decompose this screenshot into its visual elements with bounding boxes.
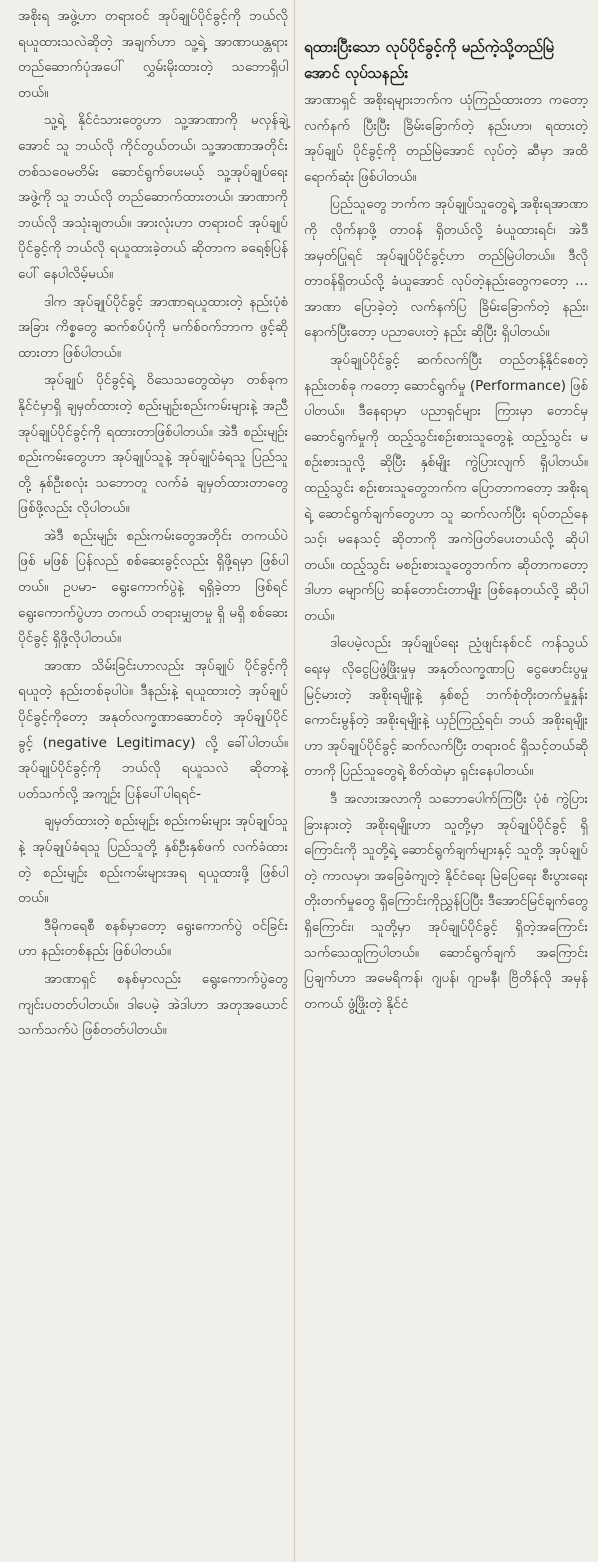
paragraph: အုပ်ချုပ် ပိုင်ခွင့်ရဲ့ ဝိသေသတွေထဲမှာ တစ်ခုက နိုင်ငံမှာရှိ ချမှတ်ထားတဲ့ စည်းမျဉ်းစည်းကမ်းများနဲ့ အညီ အုပ်ချုပ်ပိုင်ခွင့်ကို ရထားတာဖြစ်ပါတယ်။ အဲဒီ စည်းမျဉ်း စည်းကမ်းတွေဟာ အုပ်ချုပ်သူနဲ့ အုပ်ချုပ်ခံရသူ ပြည်သူတို့ နှစ်ဦးစလုံး သဘောတူ လက်ခံ ချမှတ်ထားတာတွေ ဖြစ်ဖို့လည်း လိုပါတယ်။ [18,372,288,517]
paragraph: သူ့ရဲ့ နိုင်ငံသားတွေဟာ သူ့အာဏာကို မလှန်ချဲ့အောင် သူ ဘယ်လို ကိုင်တွယ်တယ်၊ သူ့အာဏာအတိုင်း တစ်သဝေမတိမ်း ဆောင်ရွက်ပေးမယ့် သူ့အုပ်ချုပ်ရေးအဖွဲ့ကို သူ ဘယ်လို တည်ဆောက်ထားတယ်၊ အာဏာကို ဘယ်လို အသုံးချတယ်။ အားလုံးဟာ တရားဝင် အုပ်ချုပ်ပိုင်ခွင့်ကို ဘယ်လို ရယူထားခဲ့တယ် ဆိုတာက ခရေစ့်ပြန်ပေါ် နေပါလိမ့်မယ်။ [18,112,288,282]
paragraph: အဲဒီ စည်းမျဉ်း စည်းကမ်းတွေအတိုင်း တကယ်ပဲ ဖြစ် မဖြစ် ပြန်လည် စစ်ဆေးခွင့်လည်း ရှိဖို့ရမှာ ဖြစ်ပါတယ်။ ဥပမာ- ရွေးကောက်ပွဲနဲ့ ရရှိခဲ့တာ ဖြစ်ရင် ရွေးကောက်ပွဲဟာ တကယ် တရားမျှတမှု ရှိ မရှိ စစ်ဆေးပိုင်ခွင့် ရှိဖို့လိုပါတယ်။ [18,527,288,647]
paragraph: ချမှတ်ထားတဲ့ စည်းမျဉ်း စည်းကမ်းများ အုပ်ချုပ်သူနဲ့ အုပ်ချုပ်ခံရသူ ပြည်သူတို့ နှစ်ဦးနှစ်ဖက် လက်ခံထားတဲ့ စည်းမျဉ်း စည်းကမ်းများအရ ရယူထားဖို့ ဖြစ်ပါတယ်။ [18,813,288,907]
paragraph: ဒါက အုပ်ချုပ်ပိုင်ခွင့် အာဏာရယူထားတဲ့ နည်းပုံစံအခြား ကိစ္စတွေ ဆက်စပ်ပုံကို မက်စ်ဝက်ဘာက ဖွင့်ဆိုထားတာ ဖြစ်ပါတယ်။ [18,293,288,361]
section-headline: ရထားပြီးသော လုပ်ပိုင်ခွင့်ကို မည်ကဲ့သို့တည်မြဲအောင် လုပ်သနည်း [304,38,555,82]
column-divider [294,0,295,1562]
paragraph: အာဏာရှင် စနစ်မှာလည်း ရွေးကောက်ပွဲတွေ ကျင်းပတတ်ပါတယ်။ ဒါပေမဲ့ အဲဒါဟာ အတုအယောင် သက်သက်ပဲ ဖြစ်တတ်ပါတယ်။ [18,970,288,1039]
paragraph: အာဏာ သိမ်းခြင်းဟာလည်း အုပ်ချုပ် ပိုင်ခွင့်ကို ရယူတဲ့ နည်းတစ်ခုပါပဲ။ ဒီနည်းနဲ့ ရယူထားတဲ့ အုပ်ချုပ်ပိုင်ခွင့်ကိုတော့ အနုတ်လက္ခဏာဆောင်တဲ့ အုပ်ချုပ်ပိုင်ခွင့် (negative Legitimacy) လို့ ခေါ်ပါတယ်။ အုပ်ချုပ်ပိုင်ခွင့်ကို ဘယ်လို ရယူသလဲ ဆိုတာနဲ့ ပတ်သက်လို့ အကျဉ်း ပြန်ပေါ်ပါရရင်- [18,657,288,802]
paragraph: ဒီမိုကရေစီ စနစ်မှာတော့ ရွေးကောက်ပွဲ ဝင်ခြင်းဟာ နည်းတစ်နည်း ဖြစ်ပါတယ်။ [18,917,288,960]
paragraph: အုပ်ချုပ်ပိုင်ခွင့် ဆက်လက်ပြီး တည်တန့်နိုင်စေတဲ့ နည်းတစ်ခု ကတော့ ဆောင်ရွက်မှု (Performance) ဖြစ်ပါတယ်။ ဒီနေရာမှာ ပညာရှင်များ ကြားမှာ တောင်မှ ဆောင်ရွက်မှုကို ထည့်သွင်းစဉ်းစားသူတွေနဲ့ ထည့်သွင်း မစဉ်းစားသူလို့ ဆိုပြီး နှစ်မျိုး ကွဲပြားလျက် ရှိပါတယ်။ ထည့်သွင်း စဉ်းစားသူတွေဘက်က ပြောတာကတော့ အစိုးရရဲ့ ဆောင်ရွက်ချက်တွေဟာ သူ ဆက်လက်ပြီး ရပ်တည်နေသင့်၊ မနေသင့် ဆိုတာကို အကဲဖြတ်ပေးတယ်လို့ ဆိုပါတယ်။ ထည့်သွင်း မစဉ်းစားသူတွေဘက်က ဆိုတာကတော့ ဒါဟာ မျောက်ပြ ဆန်တောင်းတာမျိုး ဖြစ်နေတယ်လို့ ဆိုပါတယ်။ [304,351,588,624]
paragraph: ဒီ အလားအလာကို သဘောပေါက်ကြပြီး ပုံစံ ကွဲပြားခြားနားတဲ့ အစိုးရမျိုးဟာ သူတို့မှာ အုပ်ချုပ်ပိုင်ခွင့် ရှိကြောင်းကို သူတို့ရဲ့ ဆောင်ရွက်ချက်များနှင့် သူတို့ အုပ်ချုပ်တဲ့ ကာလမှာ၊ အခြေခံကျတဲ့ နိုင်ငံရေး မြဲပြေရေး စီးပွားရေး တိုးတက်မှုတွေ ရှိကြောင်းကိုညွှန်ပြပြီး ဒီအောင်မြင်ချက်တွေ ရှိကြောင်း၊ သူတို့မှာ အုပ်ချုပ်ပိုင်ခွင့် ရှိတဲ့အကြောင်း သက်သေထူကြပါတယ်။ ဆောင်ရွက်ချက် အကြောင်း ပြချက်ဟာ အမေရိကန်၊ ဂျပန်၊ ဂျာမနီ၊ ဗြိတိန်လို အမှန်တကယ် ဖွံ့ဖြိုးတဲ့ နိုင်ငံ [304,791,588,1012]
paragraph: ဒါပေမဲ့လည်း အုပ်ချုပ်ရေး ညံ့ဖျင်းနစ်ငင် ကန်သွယ်ရေးမှ လိုငွေပြဖွံ့ဖြိုးမှုမှ အနုတ်လက္ခဏာပြ ငွေဖောင်းပွမှု မြင့်မားတဲ့ အစိုးရမျိုးနဲ့ နှစ်စဉ် ဘက်စုံတိုးတက်မှုနှုန်း ကောင်းမွန်တဲ့ အစိုးရမျိုးနဲ့ ယှဉ်ကြည့်ရင်၊ ဘယ် အစိုးရမျိုးဟာ အုပ်ချုပ်ပိုင်ခွင့် ဆက်လက်ပြီး တရားဝင် ရှိသင့်တယ်ဆိုတာကို ပြည်သူတွေရဲ့ စိတ်ထဲမှာ ရှင်းနေပါတယ်။ [304,635,588,780]
right-column [304,0,588,1562]
paragraph: ပြည်သူတွေ ဘက်က အုပ်ချုပ်သူတွေရဲ့ အစိုးရအာဏာကို လိုက်နာဖို့ တာဝန် ရှိတယ်လို့ ခံယူထားရင်၊ အဲဒီ အမှတ်ပြုရင် အုပ်ချုပ်ပိုင်ခွင့်ဟာ တည်မြဲပါတယ်။ ဒီလို တာဝန်ရှိတယ်လို့ ခံယူအောင် လုပ်တဲ့နည်းတွေကတော့ ... အာဏာ ပြောခဲ့တဲ့ လက်နက်ပြ ခြိမ်းခြောက်တဲ့ နည်း၊ နောက်ပြီးတော့ ပညာပေးတဲ့ နည်း ဆိုပြီး ရှိပါတယ်။ [304,196,588,341]
paragraph: အာဏာရှင် အစိုးရများဘက်က ယုံကြည်ထားတာ ကတော့ လက်နက် ပြီးပြီး ခြိမ်းခြောက်တဲ့ နည်းဟာ၊ ရထားတဲ့ အုပ်ချုပ် ပိုင်ခွင့်ကို တည်မြဲအောင် လုပ်တဲ့ ဆီမှာ အထိရောက်ဆုံး ဖြစ်ပါတယ်။ [304,92,588,185]
paragraph: အစိုးရ အဖွဲ့ဟာ တရားဝင် အုပ်ချုပ်ပိုင်ခွင့်ကို ဘယ်လို ရယူထားသလဲဆိုတဲ့ အချက်ဟာ သူ့ရဲ့ အာဏာယန္တရား တည်ဆောက်ပုံအပေါ် လွှမ်းမိုးထားတဲ့ သဘောရှိပါတယ်။ [18,8,288,101]
left-column [18,0,288,1562]
